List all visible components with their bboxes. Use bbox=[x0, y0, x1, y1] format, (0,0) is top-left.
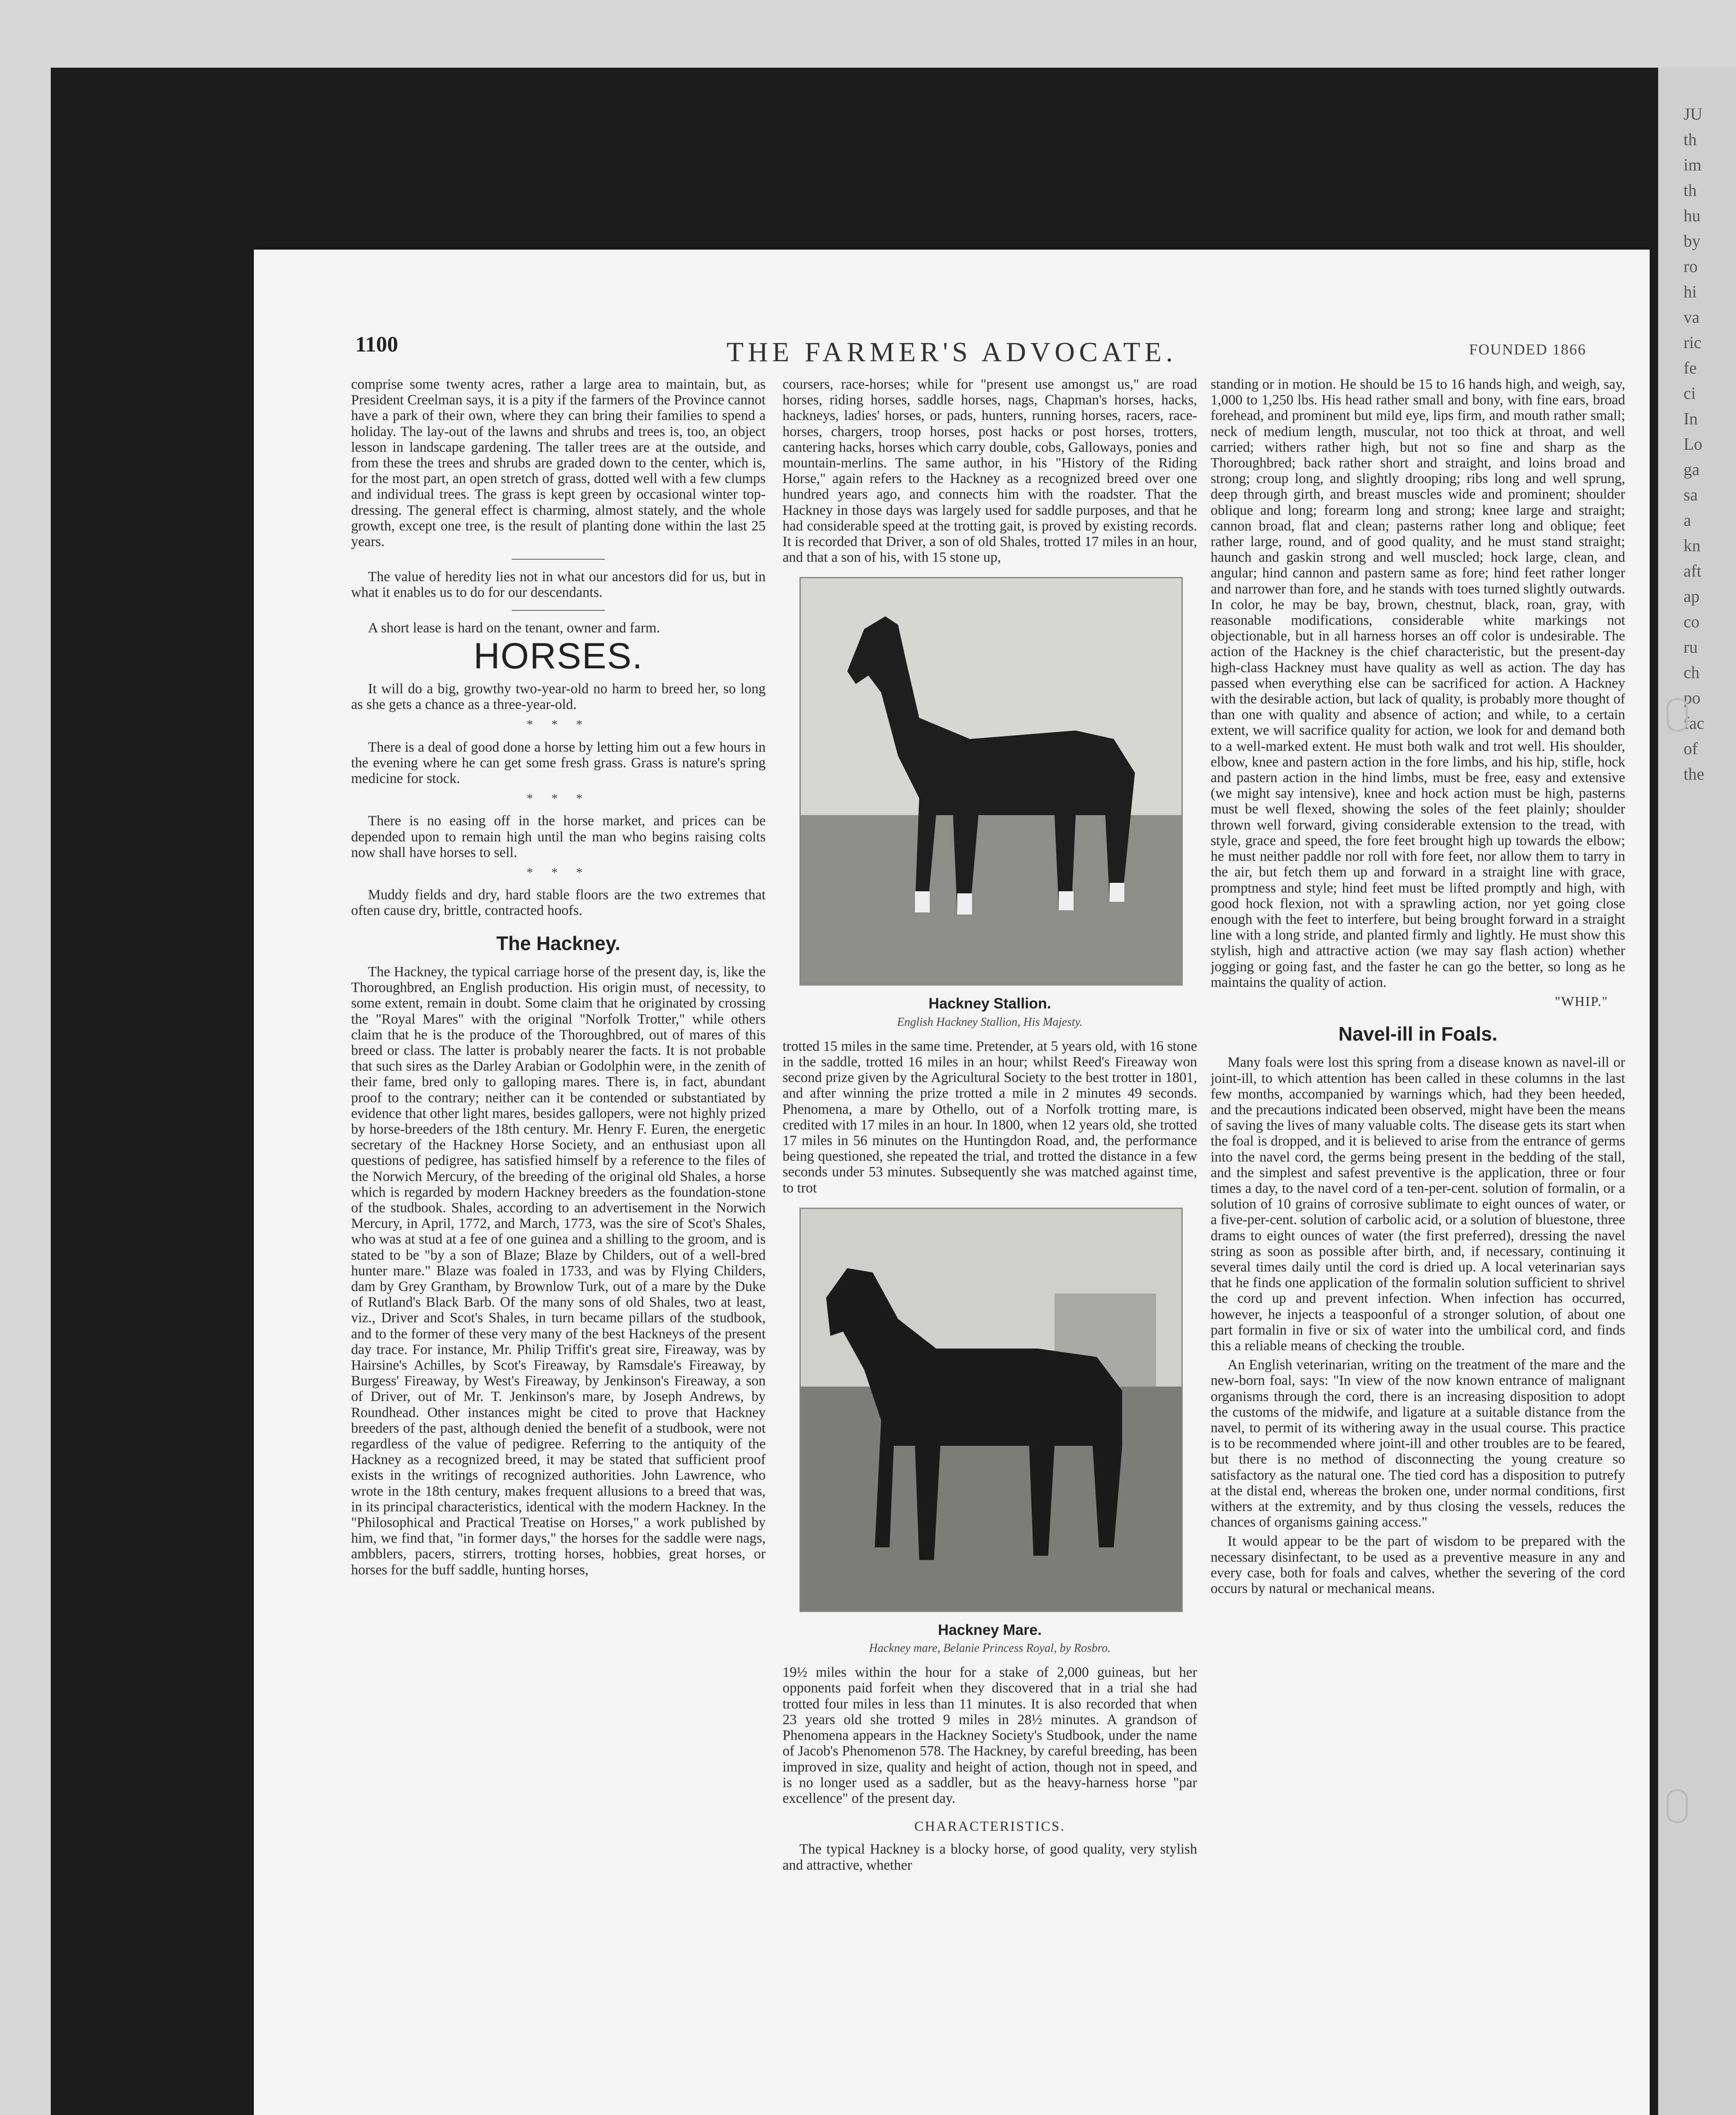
scanner-background-top bbox=[0, 0, 1736, 68]
adjacent-page-fragment: im bbox=[1684, 155, 1702, 174]
scanner-background-left bbox=[0, 0, 51, 2115]
adjacent-page-fragment: ch bbox=[1684, 663, 1700, 682]
newspaper-page bbox=[254, 250, 1650, 2115]
intro-paragraph: comprise some twenty acres, rather a large area to maintain, but, as President Creelman says, it is a pity if the farmers of the Province cannot have a park of their own, where they can bring their families to spend a holiday. The lay-out of the lawns and shrubs and trees is, too, an object lesson in landscape gardening. The taller trees are at the outside, and from these the trees and shrubs are graded down to the center, which is, for the most part, an open stretch of grass, dotted well with a few clumps and individual trees. The grass is kept green by occasional winter top-dressing. The general effect is charming, almost stately, and the whole growth, except one tree, is the result of planting done within the last 25 years. bbox=[351, 376, 766, 550]
article-paragraph: trotted 15 miles in the same time. Pretender, at 5 years old, with 16 stone in the saddle, trotted 16 miles in an hour; whilst Reed's Fireaway won second prize given by the Agricultural Society to the best trotter in 1801, and after winning the prize trotted a mile in 2 minutes 49 seconds. Phenomena, a mare by Othello, out of a Norfolk trotting mare, is credited with 17 miles in an hour. In 1800, when 12 years old, she trotted 17 miles in 56 minutes on the Huntingdon Road, and, the performance being questioned, she repeated the trial, and trotted the distance in a few seconds under 53 minutes. Subsequently she was matched against time, to trot bbox=[783, 1038, 1197, 1196]
photo-block-mare bbox=[799, 1208, 1180, 1656]
hackney-stallion-photo bbox=[799, 577, 1183, 986]
article-paragraph: coursers, race-horses; while for "present use amongst us," are road horses, riding horses, saddle horses, nags, Chapman's horses, hacks, hackneys, ladies' horses, or pads, hunters, running horses, racers, race-horses, chargers, troop horses, post hacks or post horses, trotters, cantering hacks, horses which carry double, cobs, Galloways, ponies and mountain-merlins. The same author, in his "History of the Riding Horse," again refers to the Hackney as a recognized breed over one hundred years ago, and connects him with the roadster. That the Hackney in those days was largely used for saddle purposes, and that he had considerable speed at the trotting gait, is proved by existing records. It is recorded that Driver, a son of old Shales, trotted 17 miles in an hour, and that a son of his, with 15 stone up, bbox=[783, 376, 1197, 566]
horse-silhouette-icon bbox=[801, 578, 1181, 984]
adjacent-page-fragment: of bbox=[1684, 739, 1698, 758]
adjacent-page-fragment: JU bbox=[1684, 104, 1703, 124]
masthead-title: THE FARMER'S ADVOCATE. bbox=[726, 337, 1177, 368]
photo-block-stallion bbox=[799, 577, 1180, 1030]
adjacent-page-fragment: ap bbox=[1684, 587, 1700, 606]
separator-stars: * * * bbox=[527, 865, 590, 880]
divider bbox=[512, 610, 605, 611]
author-signoff: "WHIP." bbox=[1555, 993, 1608, 1009]
navel-paragraph: An English veterinarian, writing on the treatment of the mare and the new-born foal, says: "In view of the now known entrance of malignant organisms through the cord, there is an increasing disposition to adopt the customs of the midwife, and ligature at a suitable distance from the navel, to permit of its withering away in the usual course. This practice is to be recommended where joint-ill and other troubles are to be feared, but there is no method of disconnecting the young creature so satisfactory as the natural one. The tied cord has a disposition to putrefy at the distal end, whereas the broken one, under normal conditions, first withers at the extremity, and by thus closing the vessels, reduces the chances of organisms gaining access." bbox=[1211, 1357, 1625, 1530]
adjacent-page-fragment: kn bbox=[1684, 536, 1700, 555]
adjacent-page-fragment: sa bbox=[1684, 485, 1698, 504]
article-paragraph: 19½ miles within the hour for a stake of 2,000 guineas, but her opponents paid forfeit when they discovered that in a trial she had trotted four miles in less than 11 minutes. It is also recorded that when 23 years old she trotted 9 miles in 28½ minutes. A grandson of Phenomena appears in the Hackney Society's Studbook, under the name of Jacob's Phenomenon 578. The Hackney, by careful breeding, has been improved in size, quality and height of action, though not in speed, and is no longer used as a saddler, but as the heavy-harness horse "par excellence" of the present day. bbox=[783, 1665, 1197, 1806]
column-1 bbox=[351, 376, 766, 2115]
navel-paragraph: Many foals were lost this spring from a disease known as navel-ill or joint-ill, to which attention has been called in these columns in the last few months, accompanied by warnings which, had they been heeded, and the precautions indicated been observed, might have been the means of saving the lives of many valuable colts. The disease gets its start when the foal is dropped, and it is believed to arise from the entrance of germs into the navel cord, the germs being present in the bedding of the stall, and the simplest and safest preventive is the application, three or four times a day, to the navel cord of a ten-per-cent. solution of formalin, or a solution of 10 grains of corrosive sublimate to eight ounces of water, or a five-per-cent. solution of carbolic acid, or a solution of bluestone, three drams to eight ounces of water (the first preferred), dressing the navel string as soon as possible after birth, and, if necessary, continuing it several times daily until the cord is dried up. A local veterinarian says that he finds one application of the formalin solution sufficient to shrivel the cord up and prevent infection. When infection has occurred, however, he injects a teaspoonful of a stronger solution, of about one part formalin in five or six of water into the umbilical cord, and finds this a reliable means of checking the trouble. bbox=[1211, 1055, 1625, 1354]
adjacent-page-fragment: fac bbox=[1684, 714, 1704, 733]
navel-ill-title: Navel-ill in Foals. bbox=[1338, 1023, 1497, 1045]
article-paragraph: standing or in motion. He should be 15 to 16 hands high, and weigh, say, 1,000 to 1,250 lbs. His head rather small and bony, with fine ears, broad forehead, and prominent but mild eye, lips firm, and mouth rather small; neck of medium length, muscular, not too thick at throat, and well carried; withers rather high, but not so fine and sharp as the Thoroughbred; back rather short and straight, and loins broad and strong; croup long, and slightly drooping; ribs long and well sprung, deep through girth, and breast muscles wide and prominent; shoulder oblique and long; forearm long and strong; knee large and straight; cannon broad, flat and clean; pasterns rather long and oblique; feet rather large, round, and of good quality, and he must stand straight; haunch and gaskin strong and well muscled; hock large, clean, and angular; hind cannon and pastern same as fore; hind feet rather longer and narrower than fore, and he stands with toes turned slightly outwards. In color, he may be bay, brown, chestnut, black, roan, gray, with reasonable modifications, considerable white markings not objectionable, but in all harness horses an off color is undesirable. The action of the Hackney is the chief characteristic, but the present-day high-class Hackney must have quality as well as action. The day has passed when everything else can be sacrificed for action. A Hackney with the desirable action, but lack of quality, is probably more thought of than one with quality and absence of action; and while, to a certain extent, we will sacrifice quality for action, we look for and demand both to a well-marked extent. He must both walk and trot well. His shoulder, elbow, knee and pastern action in the fore limbs, and his hip, stifle, hock and pastern action in the hind limbs, must be free, easy and extensive (we might say intensive), knee and hock action must be high, pasterns must be well flexed, showing the soles of the feet plainly; shoulder thrown well forward, giving considerable extension to the tread, with style, grace and speed, the fore feet brought high up towards the elbow; he must neither paddle nor roll with fore feet, nor allow them to tarry in the air, but fetch them up and forward in a straight line with grace, promptness and style; hind feet must be lifted promptly and high, with good hock flexion, not with a sprawling action, nor yet going close enough with the feet to interfere, but being brought forward in a straight line with a long stride, and planted firmly and lightly. He must show this stylish, high and attractive action (we may say flash action) whether jogging or going fast, and the faster he can go the better, so long as he maintains the quality of action. bbox=[1211, 376, 1625, 990]
photo-title: Hackney Mare. bbox=[938, 1621, 1042, 1638]
page-header bbox=[254, 250, 1650, 368]
horse-note: It will do a big, growthy two-year-old no harm to breed her, so long as she gets a chance as a three-year-old. bbox=[351, 681, 766, 713]
adjacent-page-fragment: the bbox=[1684, 764, 1704, 783]
adjacent-page-fragment: va bbox=[1684, 308, 1700, 327]
adjacent-page-fragment: In bbox=[1684, 409, 1698, 428]
hackney-article-title: The Hackney. bbox=[496, 932, 621, 954]
column-2 bbox=[783, 376, 1197, 2115]
separator-stars: * * * bbox=[527, 791, 590, 806]
adjacent-page-fragment: hu bbox=[1684, 206, 1700, 225]
adjacent-page-fragment: ro bbox=[1684, 257, 1698, 276]
horse-silhouette-icon bbox=[801, 1209, 1181, 1611]
separator-stars: * * * bbox=[527, 717, 590, 732]
section-title-horses: HORSES. bbox=[473, 635, 643, 676]
column-3 bbox=[1211, 376, 1625, 2115]
adjacent-page-fragment: by bbox=[1684, 231, 1700, 250]
adjacent-page-fragment: co bbox=[1684, 612, 1700, 631]
adjacent-page-fragment: th bbox=[1684, 181, 1697, 200]
adjacent-page-fragment: Lo bbox=[1684, 434, 1703, 453]
photo-caption: Hackney mare, Belanie Princess Royal, by Rosbro. bbox=[869, 1642, 1111, 1655]
adjacent-page-fragment: th bbox=[1684, 130, 1697, 149]
divider bbox=[512, 559, 605, 560]
horse-note: There is a deal of good done a horse by letting him out a few hours in the evening where he can get some fresh grass. Grass is nature's spring medicine for stock. bbox=[351, 739, 766, 787]
binder-ring-icon bbox=[1667, 1789, 1688, 1823]
adjacent-page-fragment: aft bbox=[1684, 561, 1702, 580]
adjacent-page-fragment: hi bbox=[1684, 282, 1697, 301]
intro-paragraph: The value of heredity lies not in what our ancestors did for us, but in what it enables us to do for our descendants. bbox=[351, 569, 766, 601]
adjacent-page-fragment: ci bbox=[1684, 384, 1696, 403]
adjacent-page-fragment: fe bbox=[1684, 358, 1697, 377]
founded-label: FOUNDED 1866 bbox=[1469, 341, 1586, 358]
hackney-paragraph: The Hackney, the typical carriage horse of the present day, is, like the Thoroughbred, an English production. His origin must, of necessity, to some extent, remain in doubt. Some claim that he originated by crossing the "Royal Mares" with the original "Norfolk Trotter," while others claim that he is the produce of the Thoroughbred, out of mares of this breed or class. The latter is probably nearer the facts. It is not probable that such sires as the Darley Arabian or Godolphin were, in the zenith of their fame, bred only to galloping mares. There is, in fact, abundant proof to the contrary; neither can it be contended or substantiated by evidence that other light mares, besides gallopers, were not highly prized by horse-breeders of the 18th century. Mr. Henry F. Euren, the energetic secretary of the Hackney Horse Society, and an enthusiast upon all questions of pedigree, has satisfied himself by a reference to the files of the Norwich Mercury, of the breeding of the original old Shales, a horse which is regarded by modern Hackney breeders as the foundation-stone of the studbook. Shales, according to an advertisement in the Norwich Mercury, in April, 1772, and March, 1773, was the sire of Scot's Shales, who was at stud at a fee of one guinea and a shilling to the groom, and is stated to be "by a son of Blaze; Blaze by Childers, out of a well-bred hunter mare." Blaze was foaled in 1733, and was by Flying Childers, dam by Grey Grantham, by Brownlow Turk, out of a mare by the Duke of Rutland's Black Barb. Of the many sons of old Shales, two at least, viz., Driver and Scot's Shales, in turn became pillars of the studbook, and to the former of these very many of the best Hackneys of the present day trace. For instance, Mr. Philip Triffit's great sire, Fireaway, was by Hairsine's Achilles, by Scot's Fireaway, by Ramsdale's Fireaway, by Burgess' Fireaway, by West's Fireaway, by Jenkinson's Fireaway, a son of Driver, out of Mr. T. Jenkinson's mare, by Joseph Andrews, by Roundhead. Other instances might be cited to prove that Hackney breeders of the past, although denied the benefit of a studbook, were not regardless of the value of pedigree. Referring to the antiquity of the Hackney as a recognized breed, it may be stated that sufficient proof exists in the writings of recognized authorities. John Lawrence, who wrote in the 18th century, makes frequent allusions to a breed that was, in its principal characteristics, identical with the modern Hackney. In the "Philosophical and Practical Treatise on Horses," a work published by him, we find that, "in former days," the horses for the saddle were nags, ambblers, pacers, stirrers, trotting horses, hobbies, great horses, or horses for the buff saddle, hunting horses, bbox=[351, 964, 766, 1578]
photo-caption: English Hackney Stallion, His Majesty. bbox=[897, 1015, 1083, 1029]
adjacent-page-fragment: a bbox=[1684, 511, 1691, 530]
article-paragraph: The typical Hackney is a blocky horse, of good quality, very stylish and attractive, whether bbox=[783, 1841, 1197, 1873]
adjacent-page-fragment: ru bbox=[1684, 637, 1698, 656]
horse-note: Muddy fields and dry, hard stable floors are the two extremes that often cause dry, brittle, contracted hoofs. bbox=[351, 887, 766, 919]
adjacent-page-fragment: ric bbox=[1684, 333, 1702, 352]
page-number: 1100 bbox=[355, 332, 398, 357]
photo-title: Hackney Stallion. bbox=[928, 995, 1051, 1012]
adjacent-page-fragment: po bbox=[1684, 688, 1700, 707]
horse-note: There is no easing off in the horse market, and prices can be depended upon to remain high until the man who begins raising colts now shall have horses to sell. bbox=[351, 813, 766, 860]
hackney-mare-photo bbox=[799, 1208, 1183, 1612]
characteristics-heading: CHARACTERISTICS. bbox=[914, 1819, 1066, 1835]
intro-paragraph: A short lease is hard on the tenant, owner and farm. bbox=[368, 620, 660, 636]
navel-paragraph: It would appear to be the part of wisdom to be prepared with the necessary disinfectant, to be used as a preventive measure in any and every case, both for foals and calves, whether the severing of the cord occurs by natural or mechanical means. bbox=[1211, 1533, 1625, 1597]
binder-ring-icon bbox=[1667, 698, 1688, 732]
adjacent-page-fragment: ga bbox=[1684, 460, 1700, 479]
